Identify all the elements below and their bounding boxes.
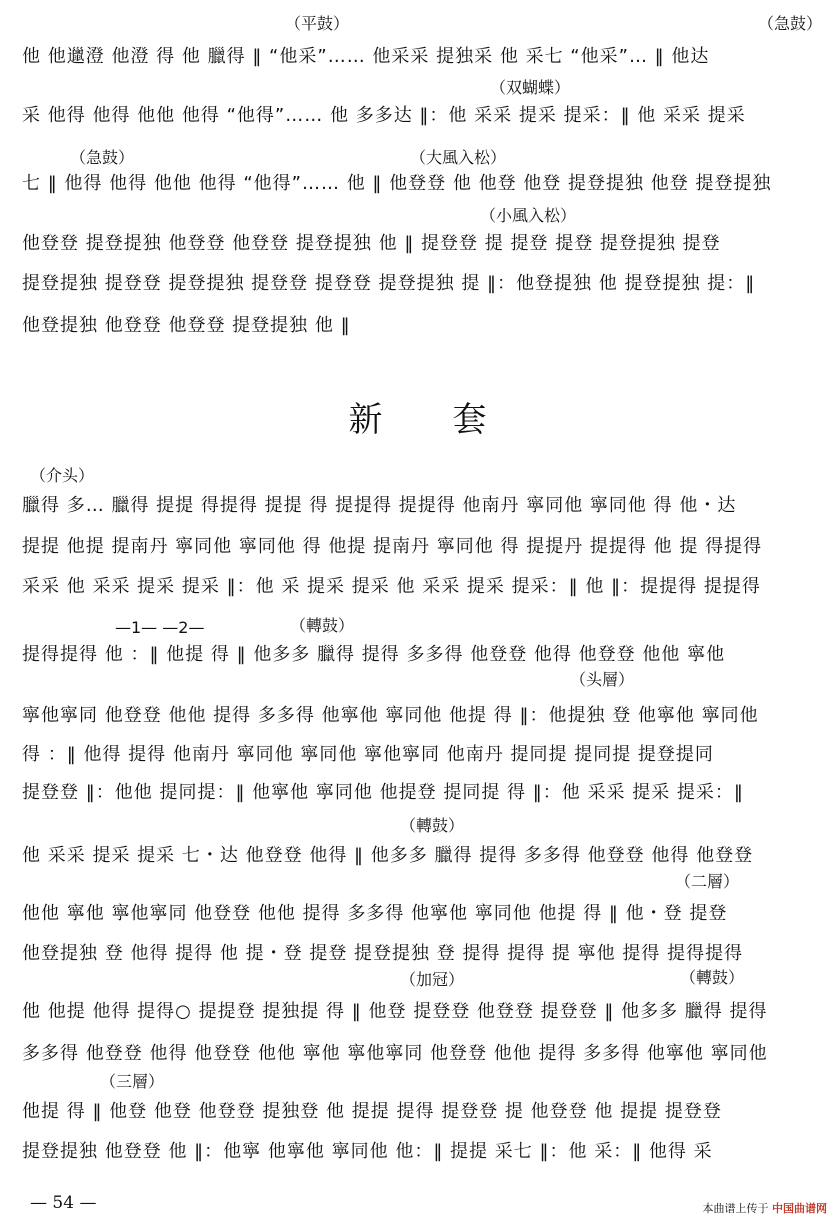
- new-line-10: 他 他提 他得 提得○ 提提登 提独提 得 ‖ 他登 提登登 他登登 提登登 ‖ 他多多 臘得 提得: [22, 1001, 768, 1022]
- section-heading: 新套: [348, 400, 557, 440]
- old-line-5: 他登提独 他登登 他登登 提登提独 他 ‖: [22, 315, 351, 336]
- new-line-7: 他 采采 提采 提采 七・达 他登登 他得 ‖ 他多多 臘得 提得 多多得 他登登 他得 他登登: [22, 845, 754, 866]
- new-line-8: 他他 寧他 寧他寧同 他登登 他他 提得 多多得 他寧他 寧同他 他提 得 ‖ 他・登 提登: [22, 903, 728, 924]
- new-line-2: 采采 他 采采 提采 提采 ‖：他 采 提采 提采 他 采采 提采 提采：‖ 他 ‖：提提得 提提得: [22, 576, 761, 597]
- new-line-4: 寧他寧同 他登登 他他 提得 多多得 他寧他 寧同他 他提 得 ‖：他提独 登 他寧他 寧同他: [22, 705, 759, 726]
- new-label-4: （头層）: [570, 670, 635, 689]
- old-label-0b: （急鼓）: [758, 14, 823, 33]
- old-label-3: （小風入松）: [480, 206, 577, 225]
- new-label-12: （三層）: [100, 1072, 165, 1091]
- new-line-5: 得 ：‖ 他得 提得 他南丹 寧同他 寧同他 寧他寧同 他南丹 提同提 提同提 提登提同: [22, 744, 714, 765]
- new-label-3b: （轉鼓）: [290, 616, 355, 635]
- new-line-6: 提登登 ‖：他他 提同提：‖ 他寧他 寧同他 他提登 提同提 得 ‖：他 采采 提采 提采：‖: [22, 782, 744, 803]
- footer-brand[interactable]: 中国曲谱网: [772, 1202, 827, 1215]
- new-label-7: （轉鼓）: [400, 816, 465, 835]
- old-label-0: （平鼓）: [285, 14, 350, 33]
- old-label-1: （双蝴蝶）: [490, 78, 571, 97]
- watermark-footer: [703, 1200, 828, 1216]
- new-line-1: 提提 他提 提南丹 寧同他 寧同他 得 他提 提南丹 寧同他 得 提提丹 提提得 他 提 得提得: [22, 536, 763, 557]
- new-label-10: （加冠）: [400, 970, 465, 989]
- old-line-0: 他 他邋澄 他澄 得 他 臘得 ‖ “他采”…… 他采采 提独采 他 采七 “他采”… ‖ 他达: [22, 46, 710, 67]
- new-label-0: （介头）: [30, 466, 95, 485]
- new-label-8: （二層）: [675, 872, 740, 891]
- old-line-2: 七 ‖ 他得 他得 他他 他得 “他得”…… 他 ‖ 他登登 他 他登 他登 提登提独 他登 提登提独: [22, 173, 772, 194]
- page-number: — 54 —: [30, 1193, 97, 1213]
- new-line-9: 他登提独 登 他得 提得 他 提・登 提登 提登提独 登 提得 提得 提 寧他 提得 提得提得: [22, 943, 744, 964]
- old-line-3: 他登登 提登提独 他登登 他登登 提登提独 他 ‖ 提登登 提 提登 提登 提登提独 提登: [22, 233, 721, 254]
- old-line-1: 采 他得 他得 他他 他得 “他得”…… 他 多多达 ‖：他 采采 提采 提采：‖ 他 采采 提采: [22, 105, 746, 126]
- footer-text: 本曲谱上传于: [702, 1202, 769, 1215]
- old-label-2b: （大風入松）: [410, 148, 507, 167]
- new-line-3: 提得提得 他 ：‖ 他提 得 ‖ 他多多 臘得 提得 多多得 他登登 他得 他登登 他他 寧他: [22, 644, 726, 665]
- new-label-10b: （轉鼓）: [680, 968, 745, 987]
- new-line-12: 他提 得 ‖ 他登 他登 他登登 提独登 他 提提 提得 提登登 提 他登登 他 提提 提登登: [22, 1101, 722, 1122]
- old-line-4: 提登提独 提登登 提登提独 提登登 提登登 提登提独 提 ‖：他登提独 他 提登提独 提：‖: [22, 273, 756, 294]
- new-line-11: 多多得 他登登 他得 他登登 他他 寧他 寧他寧同 他登登 他他 提得 多多得 他寧他 寧同他: [22, 1043, 768, 1064]
- old-label-2: （急鼓）: [70, 148, 135, 167]
- new-label-3: —1— —2—: [115, 618, 205, 637]
- new-line-13: 提登提独 他登登 他 ‖：他寧 他寧他 寧同他 他：‖ 提提 采七 ‖：他 采：‖ 他得 采: [22, 1141, 713, 1162]
- new-line-0: 臘得 多… 臘得 提提 得提得 提提 得 提提得 提提得 他南丹 寧同他 寧同他 得 他・达: [22, 495, 737, 516]
